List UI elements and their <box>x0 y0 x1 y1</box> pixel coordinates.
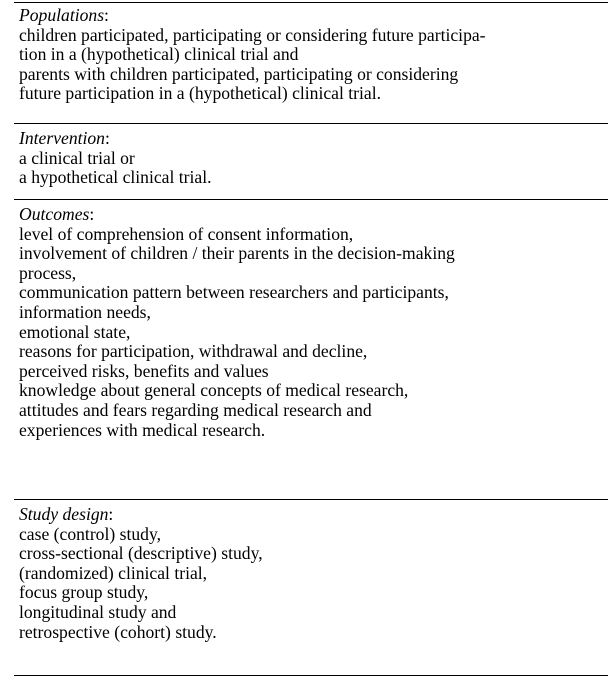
outcomes-line: process, <box>19 262 77 283</box>
populations-line: future participation in a (hypothetical) clinical trial. <box>19 83 381 104</box>
study-design-heading: Study design <box>19 504 109 524</box>
outcomes-line: reasons for participation, withdrawal and decline, <box>19 341 368 362</box>
intervention-line: a hypothetical clinical trial. <box>19 167 212 188</box>
study-design-heading-line <box>19 505 608 525</box>
study-design-line: cross-sectional (descriptive) study, <box>19 543 263 564</box>
outcomes-line: perceived risks, benefits and values <box>19 360 269 381</box>
intervention-section <box>14 123 608 199</box>
outcomes-line: involvement of children / their parents in the decision-making <box>19 243 455 264</box>
study-design-line: focus group study, <box>19 582 149 603</box>
study-design-line: case (control) study, <box>19 523 162 544</box>
outcomes-line: experiences with medical research. <box>19 419 266 440</box>
outcomes-line: knowledge about general concepts of medical research, <box>19 380 409 401</box>
outcomes-heading-line <box>19 205 608 225</box>
study-design-line: retrospective (cohort) study. <box>19 621 217 642</box>
populations-heading: Populations <box>19 5 105 25</box>
outcomes-section <box>14 199 608 499</box>
study-design-colon: : <box>108 504 114 524</box>
populations-heading-line <box>19 6 608 26</box>
populations-line: parents with children participated, participating or considering <box>19 63 459 84</box>
outcomes-line: attitudes and fears regarding medical research and <box>19 399 372 420</box>
intervention-colon: : <box>104 128 110 148</box>
inclusion-criteria-table <box>14 2 608 676</box>
populations-section <box>14 3 608 123</box>
populations-line: tion in a (hypothetical) clinical trial and <box>19 44 299 65</box>
intervention-line: a clinical trial or <box>19 147 135 168</box>
outcomes-colon: : <box>89 204 95 224</box>
outcomes-line: communication pattern between researchers and participants, <box>19 282 449 303</box>
populations-line: children participated, participating or considering future participa- <box>19 24 486 45</box>
outcomes-line: emotional state, <box>19 321 131 342</box>
study-design-line: longitudinal study and <box>19 601 177 622</box>
outcomes-line: level of comprehension of consent information, <box>19 223 354 244</box>
intervention-heading: Intervention <box>19 128 105 148</box>
populations-colon: : <box>104 5 109 25</box>
outcomes-heading: Outcomes <box>19 204 90 224</box>
intervention-heading-line <box>19 129 608 149</box>
study-design-line: (randomized) clinical trial, <box>19 562 208 583</box>
study-design-section <box>14 499 608 642</box>
outcomes-line: information needs, <box>19 301 151 322</box>
